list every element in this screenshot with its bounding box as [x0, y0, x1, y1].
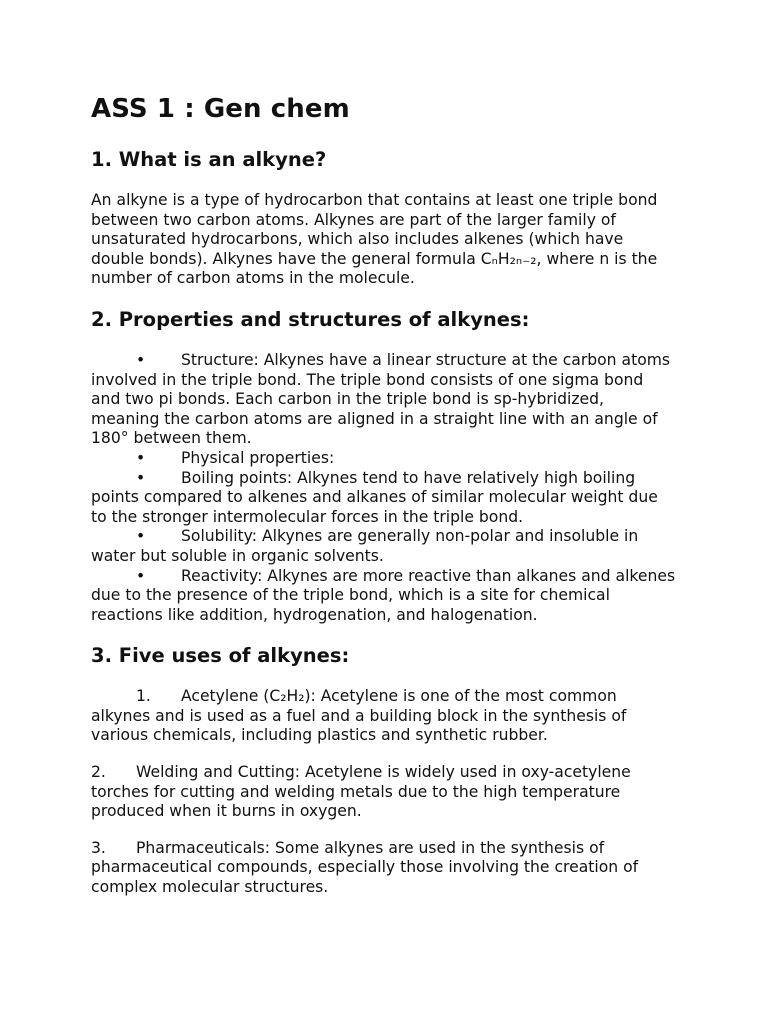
- list-item-text: Structure: Alkynes have a linear structure at the carbon atoms involved in the triple bond. The triple bond consists of one sigma bond and two pi bonds. Each carbon in the triple bond is sp-hybridized, meaning the carbon atoms are aligned in a straight line with an angle of 180° between them.: [91, 350, 671, 448]
- list-item-text: Reactivity: Alkynes are more reactive than alkanes and alkenes due to the presence of the triple bond, which is a site for chemical reactions like addition, hydrogenation, and halogenation.: [91, 566, 676, 624]
- list-item: [91, 469, 676, 528]
- list-item-text: Acetylene (C₂H₂): Acetylene is one of the most common alkynes and is used as a fuel and a building block in the synthesis of various chemicals, including plastics and synthetic rubber.: [91, 687, 627, 745]
- list-item: [91, 839, 676, 898]
- section-3-heading: 3. Five uses of alkynes:: [91, 644, 350, 668]
- list-item: [91, 527, 676, 566]
- section-1-paragraph: An alkyne is a type of hydrocarbon that contains at least one triple bond between two carbon atoms. Alkynes are part of the larger family of unsaturated hydrocarbons, which also includes alkenes (which have double bonds). Alkynes have the general formula CₙH₂ₙ₋₂, where n is the number of carbon atoms in the molecule.: [91, 191, 658, 288]
- list-item-text: Physical properties:: [181, 448, 335, 467]
- list-number: 2.: [91, 763, 106, 782]
- list-item: [91, 449, 676, 469]
- list-number: 1.: [136, 687, 151, 706]
- list-item-text: Welding and Cutting: Acetylene is widely used in oxy-acetylene torches for cutting and welding metals due to the high temperature produced when it burns in oxygen.: [91, 763, 631, 821]
- section-1-heading: 1. What is an alkyne?: [91, 148, 327, 171]
- list-item-text: Boiling points: Alkynes tend to have relatively high boiling points compared to alkenes and alkanes of similar molecular weight due to the stronger intermolecular forces in the triple bond.: [91, 468, 658, 526]
- properties-list: [91, 351, 676, 625]
- uses-list: [91, 687, 676, 897]
- bullet-marker: •: [136, 350, 146, 369]
- list-item: [91, 351, 676, 449]
- list-number: 3.: [91, 838, 106, 857]
- bullet-marker: •: [136, 527, 146, 546]
- list-item-text: Pharmaceuticals: Some alkynes are used in the synthesis of pharmaceutical compounds, especially those involving the creation of complex molecular structures.: [91, 838, 639, 897]
- list-item: [91, 567, 676, 626]
- list-item: [91, 763, 676, 822]
- bullet-marker: •: [136, 468, 146, 487]
- bullet-marker: •: [136, 448, 146, 467]
- list-item: [91, 687, 676, 746]
- list-item-text: Solubility: Alkynes are generally non-polar and insoluble in water but soluble in organic solvents.: [91, 527, 639, 565]
- bullet-marker: •: [136, 566, 146, 585]
- section-2-heading: 2. Properties and structures of alkynes:: [91, 307, 530, 331]
- document-title: ASS 1 : Gen chem: [91, 94, 350, 124]
